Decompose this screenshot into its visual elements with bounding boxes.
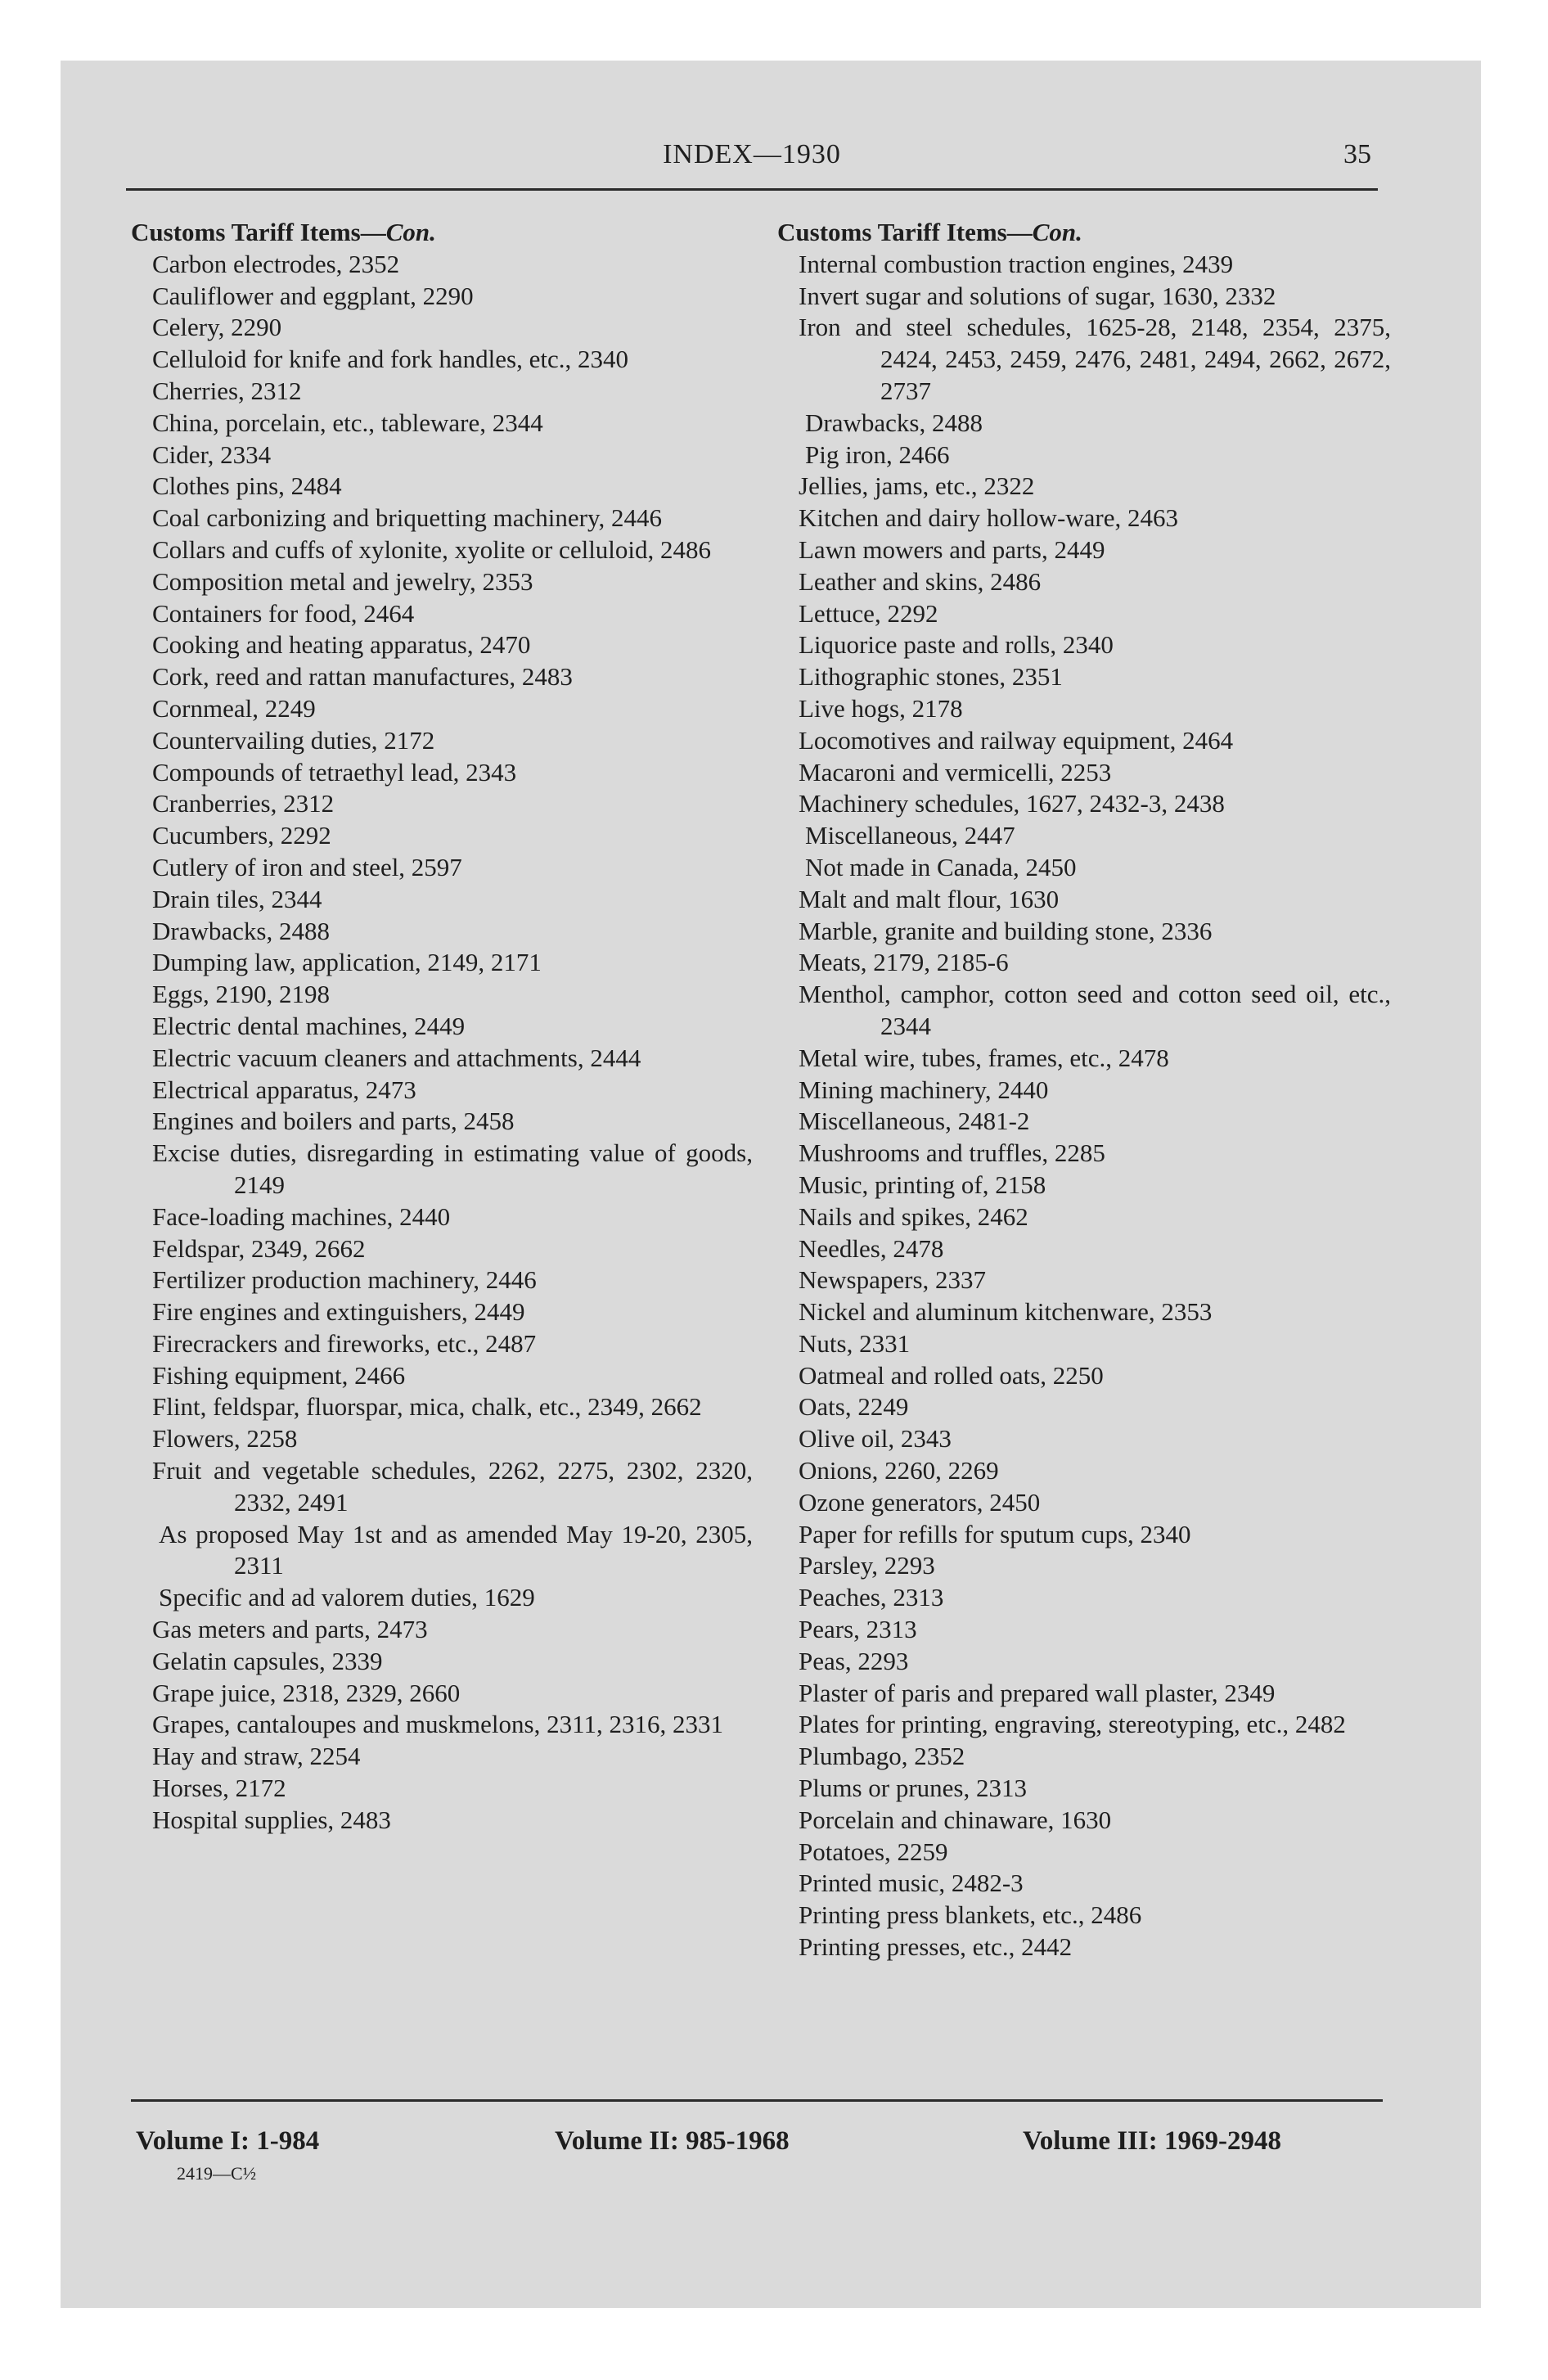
index-entry: Malt and malt flour, 1630 — [799, 884, 1060, 913]
index-entry: Peas, 2293 — [799, 1646, 909, 1675]
index-entry: Collars and cuffs of xylonite, xyolite or celluloid, 2486 — [152, 534, 712, 564]
index-subentry: Drawbacks, 2488 — [805, 408, 983, 437]
index-entry: Cauliflower and eggplant, 2290 — [152, 281, 474, 310]
index-entry: Jellies, jams, etc., 2322 — [799, 471, 1035, 501]
index-subentry: Specific and ad valorem duties, 1629 — [159, 1583, 535, 1612]
index-entry: Printing presses, etc., 2442 — [799, 1932, 1073, 1962]
index-entry: Engines and boilers and parts, 2458 — [152, 1107, 515, 1136]
index-entry: Cooking and heating apparatus, 2470 — [152, 630, 531, 660]
page-number: 35 — [1343, 139, 1371, 169]
index-entry: Excise duties, disregarding in estimating value of goods, 2149 — [152, 1138, 753, 1199]
index-entry: Leather and skins, 2486 — [799, 566, 1042, 596]
index-entry: Flowers, 2258 — [152, 1424, 298, 1454]
index-entry: Plates for printing, engraving, stereotyping, etc., 2482 — [799, 1710, 1346, 1739]
index-entry: Coal carbonizing and briquetting machinery, 2446 — [152, 503, 662, 533]
index-entry: Iron and steel schedules, 1625-28, 2148, 2354, 2375, 2424, 2453, 2459, 2476, 2481, 2494, 2662, 2672, 2737 — [799, 313, 1391, 405]
index-entry: Liquorice paste and rolls, 2340 — [799, 630, 1114, 660]
index-entry: Onions, 2260, 2269 — [799, 1456, 999, 1485]
index-entry: Needles, 2478 — [799, 1233, 944, 1263]
index-entry: Nails and spikes, 2462 — [799, 1201, 1028, 1231]
index-entry: Miscellaneous, 2481-2 — [799, 1107, 1030, 1136]
index-entry: Hay and straw, 2254 — [152, 1742, 361, 1771]
index-entry: Fertilizer production machinery, 2446 — [152, 1265, 537, 1295]
index-entry: Plums or prunes, 2313 — [799, 1774, 1027, 1803]
index-entry: Cucumbers, 2292 — [152, 821, 331, 850]
section-heading: Customs Tariff Items—Con. — [777, 218, 1082, 246]
index-subentry: As proposed May 1st and as amended May 19-20, 2305, 2311 — [159, 1519, 753, 1580]
index-entry: Mining machinery, 2440 — [799, 1075, 1049, 1104]
section-heading: Customs Tariff Items—Con. — [131, 218, 436, 246]
index-entry: Porcelain and chinaware, 1630 — [799, 1805, 1112, 1834]
index-entry: Marble, granite and building stone, 2336 — [799, 916, 1213, 945]
index-entry: Containers for food, 2464 — [152, 598, 415, 628]
index-entry: Meats, 2179, 2185-6 — [799, 948, 1009, 977]
index-entry: Fishing equipment, 2466 — [152, 1360, 406, 1390]
index-entry: Lithographic stones, 2351 — [799, 662, 1063, 692]
index-entry: Cork, reed and rattan manufactures, 2483 — [152, 662, 573, 692]
index-entry: Printing press blankets, etc., 2486 — [799, 1900, 1142, 1930]
left-column — [131, 217, 753, 1837]
index-entry: Pears, 2313 — [799, 1615, 917, 1644]
index-entry: Kitchen and dairy hollow-ware, 2463 — [799, 503, 1179, 533]
index-entry: Cranberries, 2312 — [152, 789, 335, 818]
volume-1-range: Volume I: 1-984 — [136, 2126, 320, 2156]
index-subentry: Miscellaneous, 2447 — [805, 821, 1015, 850]
index-entry: Hospital supplies, 2483 — [152, 1805, 391, 1834]
index-entry: Dumping law, application, 2149, 2171 — [152, 948, 542, 977]
index-entry: Oats, 2249 — [799, 1392, 909, 1422]
index-entry: Carbon electrodes, 2352 — [152, 249, 400, 278]
index-entry: Invert sugar and solutions of sugar, 1630, 2332 — [799, 281, 1276, 310]
index-entry: Nuts, 2331 — [799, 1328, 911, 1358]
page-header — [126, 139, 1378, 188]
right-column — [777, 217, 1391, 1963]
header-rule — [126, 188, 1378, 191]
index-entry: Grape juice, 2318, 2329, 2660 — [152, 1678, 461, 1707]
index-entry: Printed music, 2482-3 — [799, 1868, 1024, 1898]
index-entry: Horses, 2172 — [152, 1774, 286, 1803]
volume-3-range: Volume III: 1969-2948 — [1023, 2126, 1281, 2156]
index-entry: Nickel and aluminum kitchenware, 2353 — [799, 1297, 1213, 1327]
index-entry: Plumbago, 2352 — [799, 1742, 965, 1771]
index-entry: Olive oil, 2343 — [799, 1424, 952, 1454]
index-entry: Gas meters and parts, 2473 — [152, 1615, 428, 1644]
index-entry: China, porcelain, etc., tableware, 2344 — [152, 408, 543, 437]
index-entry: Composition metal and jewelry, 2353 — [152, 566, 533, 596]
index-entry: Flint, feldspar, fluorspar, mica, chalk, etc., 2349, 2662 — [152, 1392, 702, 1422]
index-entry: Drain tiles, 2344 — [152, 884, 322, 913]
index-entry: Ozone generators, 2450 — [799, 1487, 1041, 1517]
index-entry: Machinery schedules, 1627, 2432-3, 2438 — [799, 789, 1225, 818]
index-entry: Clothes pins, 2484 — [152, 471, 342, 501]
index-entry: Lettuce, 2292 — [799, 598, 938, 628]
index-entry: Grapes, cantaloupes and muskmelons, 2311, 2316, 2331 — [152, 1710, 723, 1739]
index-entry: Peaches, 2313 — [799, 1583, 944, 1612]
index-entry: Plaster of paris and prepared wall plaster, 2349 — [799, 1678, 1276, 1707]
index-entry: Mushrooms and truffles, 2285 — [799, 1138, 1105, 1168]
index-entry: Electric vacuum cleaners and attachments, 2444 — [152, 1043, 641, 1072]
index-entry: Compounds of tetraethyl lead, 2343 — [152, 757, 517, 787]
index-entry: Oatmeal and rolled oats, 2250 — [799, 1360, 1104, 1390]
index-entry: Eggs, 2190, 2198 — [152, 980, 330, 1009]
index-entry: Metal wire, tubes, frames, etc., 2478 — [799, 1043, 1169, 1072]
index-entry: Fire engines and extinguishers, 2449 — [152, 1297, 525, 1327]
footer-rule — [131, 2099, 1383, 2102]
index-entry: Electric dental machines, 2449 — [152, 1011, 466, 1040]
print-code: 2419—C½ — [177, 2163, 257, 2184]
index-entry: Paper for refills for sputum cups, 2340 — [799, 1519, 1191, 1548]
page-title: INDEX—1930 — [663, 139, 841, 169]
index-entry: Cutlery of iron and steel, 2597 — [152, 852, 462, 881]
index-entry: Parsley, 2293 — [799, 1551, 935, 1580]
index-entry: Internal combustion traction engines, 2439 — [799, 249, 1234, 278]
index-entry: Macaroni and vermicelli, 2253 — [799, 757, 1112, 787]
index-entry-list — [131, 249, 753, 1837]
index-entry: Cornmeal, 2249 — [152, 693, 316, 723]
index-entry: Potatoes, 2259 — [799, 1837, 948, 1866]
index-entry: Feldspar, 2349, 2662 — [152, 1233, 366, 1263]
index-entry: Firecrackers and fireworks, etc., 2487 — [152, 1328, 537, 1358]
index-entry: Menthol, camphor, cotton seed and cotton seed oil, etc., 2344 — [799, 980, 1391, 1040]
index-subentry: Pig iron, 2466 — [805, 439, 950, 469]
index-entry-list — [777, 249, 1391, 1963]
volume-2-range: Volume II: 985-1968 — [555, 2126, 790, 2156]
index-entry: Cherries, 2312 — [152, 376, 302, 405]
index-entry: Live hogs, 2178 — [799, 693, 963, 723]
index-entry: Lawn mowers and parts, 2449 — [799, 534, 1105, 564]
index-entry: Celery, 2290 — [152, 313, 282, 342]
index-subentry: Not made in Canada, 2450 — [805, 852, 1077, 881]
index-entry: Celluloid for knife and fork handles, etc., 2340 — [152, 345, 628, 374]
index-entry: Music, printing of, 2158 — [799, 1170, 1046, 1199]
index-entry: Face-loading machines, 2440 — [152, 1201, 451, 1231]
index-entry: Cider, 2334 — [152, 439, 272, 469]
index-entry: Fruit and vegetable schedules, 2262, 2275, 2302, 2320, 2332, 2491 — [152, 1456, 753, 1517]
index-entry: Drawbacks, 2488 — [152, 916, 330, 945]
index-entry: Gelatin capsules, 2339 — [152, 1646, 383, 1675]
index-entry: Locomotives and railway equipment, 2464 — [799, 725, 1234, 755]
index-entry: Newspapers, 2337 — [799, 1265, 987, 1295]
index-entry: Countervailing duties, 2172 — [152, 725, 435, 755]
index-entry: Electrical apparatus, 2473 — [152, 1075, 416, 1104]
